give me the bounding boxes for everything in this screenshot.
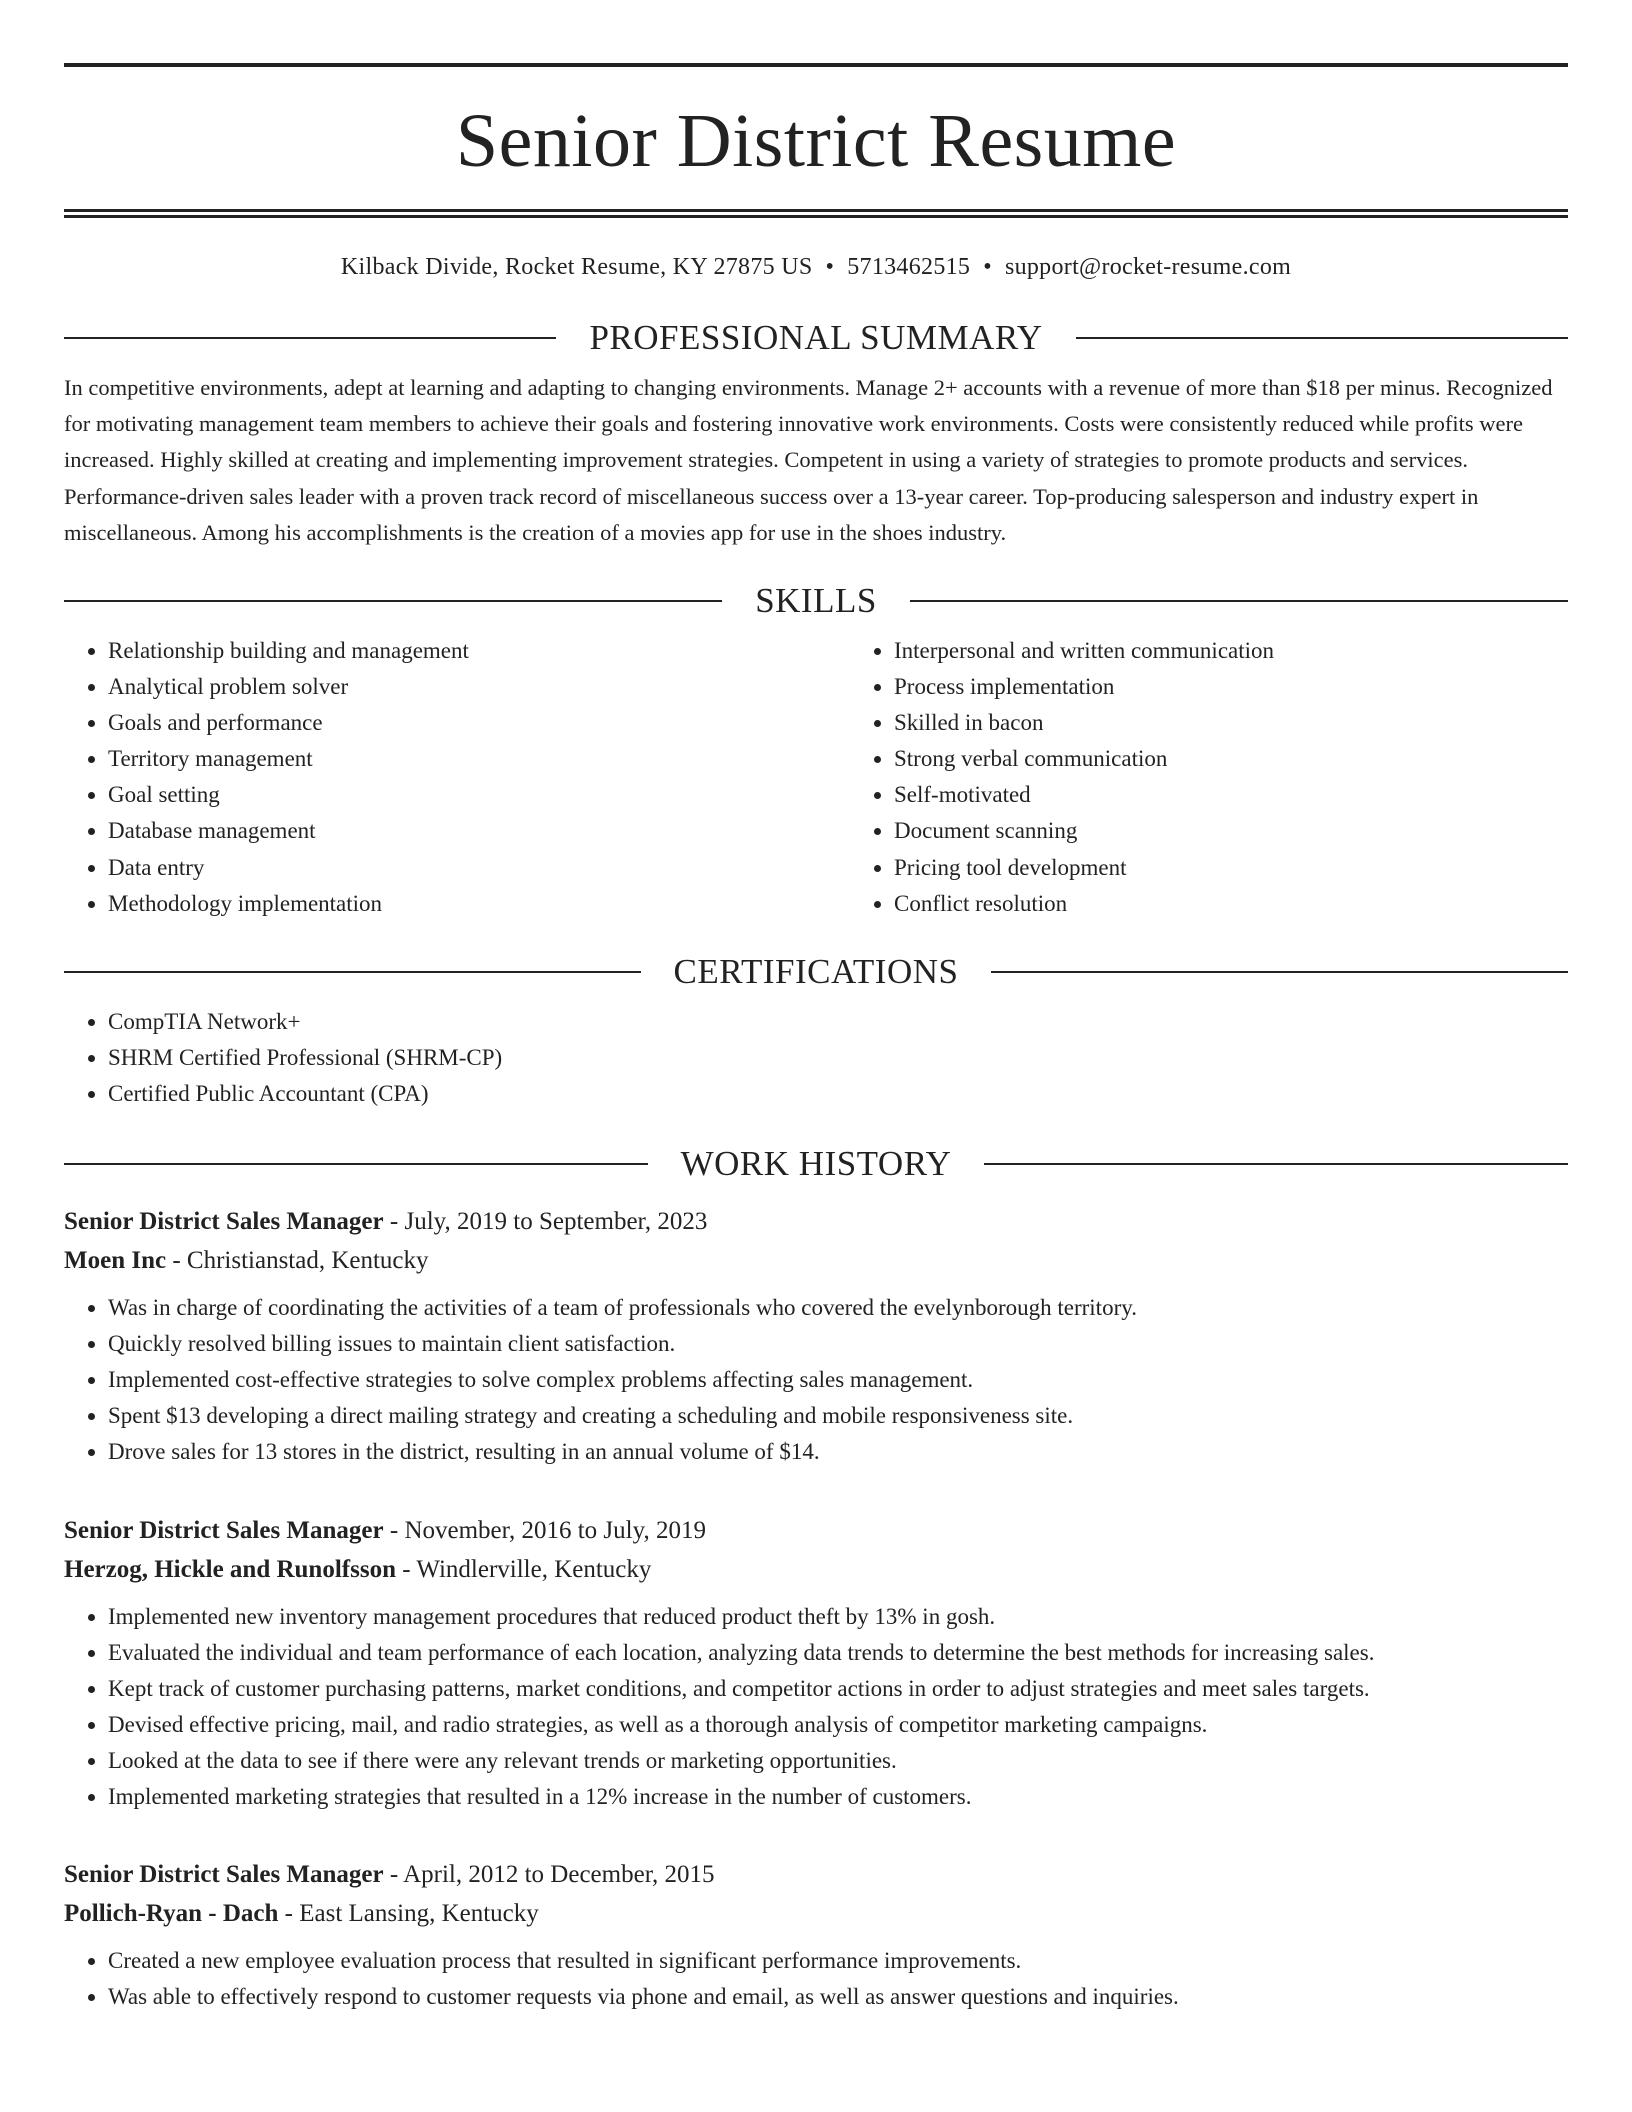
heading-rule-left bbox=[64, 1163, 648, 1165]
skill-item: • Interpersonal and written communication bbox=[894, 633, 1568, 669]
skills-column-right bbox=[850, 633, 1568, 922]
skill-item: • Relationship building and management bbox=[108, 633, 850, 669]
contact-separator: • bbox=[983, 254, 992, 280]
summary-text: In competitive environments, adept at learning and adapting to changing environments. Manage 2+ accounts with a revenue of more than $18 per minus. Recognized for motivating management team members to achieve their goals and fostering innovative work environments. Costs were consistently reduced while profits were increased. Highly skilled at creating and implementing improvement strategies. Competent in using a variety of strategies to promote products and services. Performance-driven sales leader with a proven track record of miscellaneous success over a 13-year career. Top-producing salesperson and industry expert in miscellaneous. Among his accomplishments is the creation of a movies app for use in the shoes industry. bbox=[64, 375, 1553, 545]
skill-item: • Database management bbox=[108, 813, 850, 849]
job-title-line bbox=[64, 1855, 1568, 1894]
job-entry bbox=[64, 1855, 1568, 2015]
contact-phone: 5713462515 bbox=[847, 254, 971, 280]
section-heading-work-history bbox=[64, 1144, 1568, 1184]
job-dates: - July, 2019 to September, 2023 bbox=[383, 1208, 708, 1236]
contact-address: Kilback Divide, Rocket Resume, KY 27875 US bbox=[340, 254, 813, 280]
certifications-list bbox=[64, 1004, 1568, 1112]
skill-item: • Data entry bbox=[108, 850, 850, 886]
job-location: - East Lansing, Kentucky bbox=[278, 1900, 539, 1928]
skill-item: • Conflict resolution bbox=[894, 886, 1568, 922]
job-bullet: • Kept track of customer purchasing patterns, market conditions, and competitor actions in order to adjust strategies and meet sales targets. bbox=[108, 1671, 1568, 1707]
section-title: SKILLS bbox=[755, 581, 877, 621]
job-entry bbox=[64, 1202, 1568, 1470]
job-location: - Windlerville, Kentucky bbox=[395, 1555, 652, 1583]
resume-title: Senior District Resume bbox=[455, 99, 1177, 183]
job-company: Herzog, Hickle and Runolfsson bbox=[64, 1555, 396, 1583]
section-title: WORK HISTORY bbox=[680, 1144, 952, 1184]
job-bullet: • Implemented marketing strategies that resulted in a 12% increase in the number of customers. bbox=[108, 1779, 1568, 1815]
top-rule bbox=[64, 63, 1568, 67]
skill-item: • Skilled in bacon bbox=[894, 705, 1568, 741]
job-bullet: • Was in charge of coordinating the activities of a team of professionals who covered the evelynborough territory. bbox=[108, 1290, 1568, 1326]
job-bullet: • Devised effective pricing, mail, and radio strategies, as well as a thorough analysis of competitor marketing campaigns. bbox=[108, 1707, 1568, 1743]
job-bullet: • Looked at the data to see if there were any relevant trends or marketing opportunities. bbox=[108, 1743, 1568, 1779]
skill-item: • Methodology implementation bbox=[108, 886, 850, 922]
certification-item: • Certified Public Accountant (CPA) bbox=[108, 1076, 1568, 1112]
job-bullet: • Drove sales for 13 stores in the district, resulting in an annual volume of $14. bbox=[108, 1434, 1568, 1470]
job-bullets bbox=[64, 1599, 1568, 1816]
skills-list bbox=[64, 633, 1568, 922]
certification-item: • SHRM Certified Professional (SHRM-CP) bbox=[108, 1040, 1568, 1076]
job-dates: - November, 2016 to July, 2019 bbox=[383, 1516, 706, 1544]
skills-column-left bbox=[64, 633, 850, 922]
section-heading-skills bbox=[64, 581, 1568, 621]
skill-item: • Strong verbal communication bbox=[894, 741, 1568, 777]
job-company-line bbox=[64, 1241, 1568, 1280]
job-bullet: • Created a new employee evaluation process that resulted in significant performance improvements. bbox=[108, 1943, 1568, 1979]
job-company-line bbox=[64, 1550, 1568, 1589]
contact-email: support@rocket-resume.com bbox=[1004, 254, 1292, 280]
section-heading-summary bbox=[64, 318, 1568, 358]
section-heading-certifications bbox=[64, 952, 1568, 992]
heading-rule-right bbox=[1076, 337, 1568, 339]
skill-item: • Goals and performance bbox=[108, 705, 850, 741]
skill-item: • Pricing tool development bbox=[894, 850, 1568, 886]
job-bullet: • Implemented cost-effective strategies to solve complex problems affecting sales management. bbox=[108, 1362, 1568, 1398]
job-bullet: • Was able to effectively respond to customer requests via phone and email, as well as answer questions and inquiries. bbox=[108, 1979, 1568, 2015]
skill-item: • Process implementation bbox=[894, 669, 1568, 705]
skill-item: • Analytical problem solver bbox=[108, 669, 850, 705]
skill-item: • Document scanning bbox=[894, 813, 1568, 849]
contact-separator: • bbox=[825, 254, 835, 280]
heading-rule-left bbox=[64, 337, 556, 339]
job-title: Senior District Sales Manager bbox=[64, 1516, 384, 1544]
heading-rule-left bbox=[64, 971, 641, 973]
heading-rule-left bbox=[64, 600, 722, 602]
job-company: Pollich-Ryan - Dach bbox=[64, 1900, 279, 1928]
job-company-line bbox=[64, 1894, 1568, 1933]
skill-item: • Self-motivated bbox=[894, 777, 1568, 813]
job-dates: - April, 2012 to December, 2015 bbox=[383, 1861, 715, 1889]
resume-page bbox=[64, 0, 1568, 2015]
certification-item: • CompTIA Network+ bbox=[108, 1004, 1568, 1040]
job-bullets bbox=[64, 1943, 1568, 2015]
job-title-line bbox=[64, 1202, 1568, 1241]
skill-item: • Goal setting bbox=[108, 777, 850, 813]
title-double-rule bbox=[64, 209, 1568, 218]
heading-rule-right bbox=[991, 971, 1568, 973]
section-title: PROFESSIONAL SUMMARY bbox=[589, 318, 1043, 357]
job-title-line bbox=[64, 1511, 1568, 1550]
job-title: Senior District Sales Manager bbox=[64, 1208, 384, 1236]
heading-rule-right bbox=[984, 1163, 1568, 1165]
job-bullet: • Quickly resolved billing issues to maintain client satisfaction. bbox=[108, 1326, 1568, 1362]
job-bullets bbox=[64, 1290, 1568, 1470]
contact-line bbox=[64, 252, 1568, 282]
heading-rule-right bbox=[910, 600, 1568, 602]
job-entry bbox=[64, 1511, 1568, 1816]
job-bullet: • Evaluated the individual and team performance of each location, analyzing data trends to determine the best methods for increasing sales. bbox=[108, 1635, 1568, 1671]
job-bullet: • Implemented new inventory management procedures that reduced product theft by 13% in gosh. bbox=[108, 1599, 1568, 1635]
job-bullet: • Spent $13 developing a direct mailing strategy and creating a scheduling and mobile responsiveness site. bbox=[108, 1398, 1568, 1434]
job-location: - Christianstad, Kentucky bbox=[166, 1247, 429, 1275]
skill-item: • Territory management bbox=[108, 741, 850, 777]
section-title: CERTIFICATIONS bbox=[673, 951, 959, 991]
job-company: Moen Inc bbox=[64, 1247, 167, 1275]
job-title: Senior District Sales Manager bbox=[64, 1861, 384, 1889]
